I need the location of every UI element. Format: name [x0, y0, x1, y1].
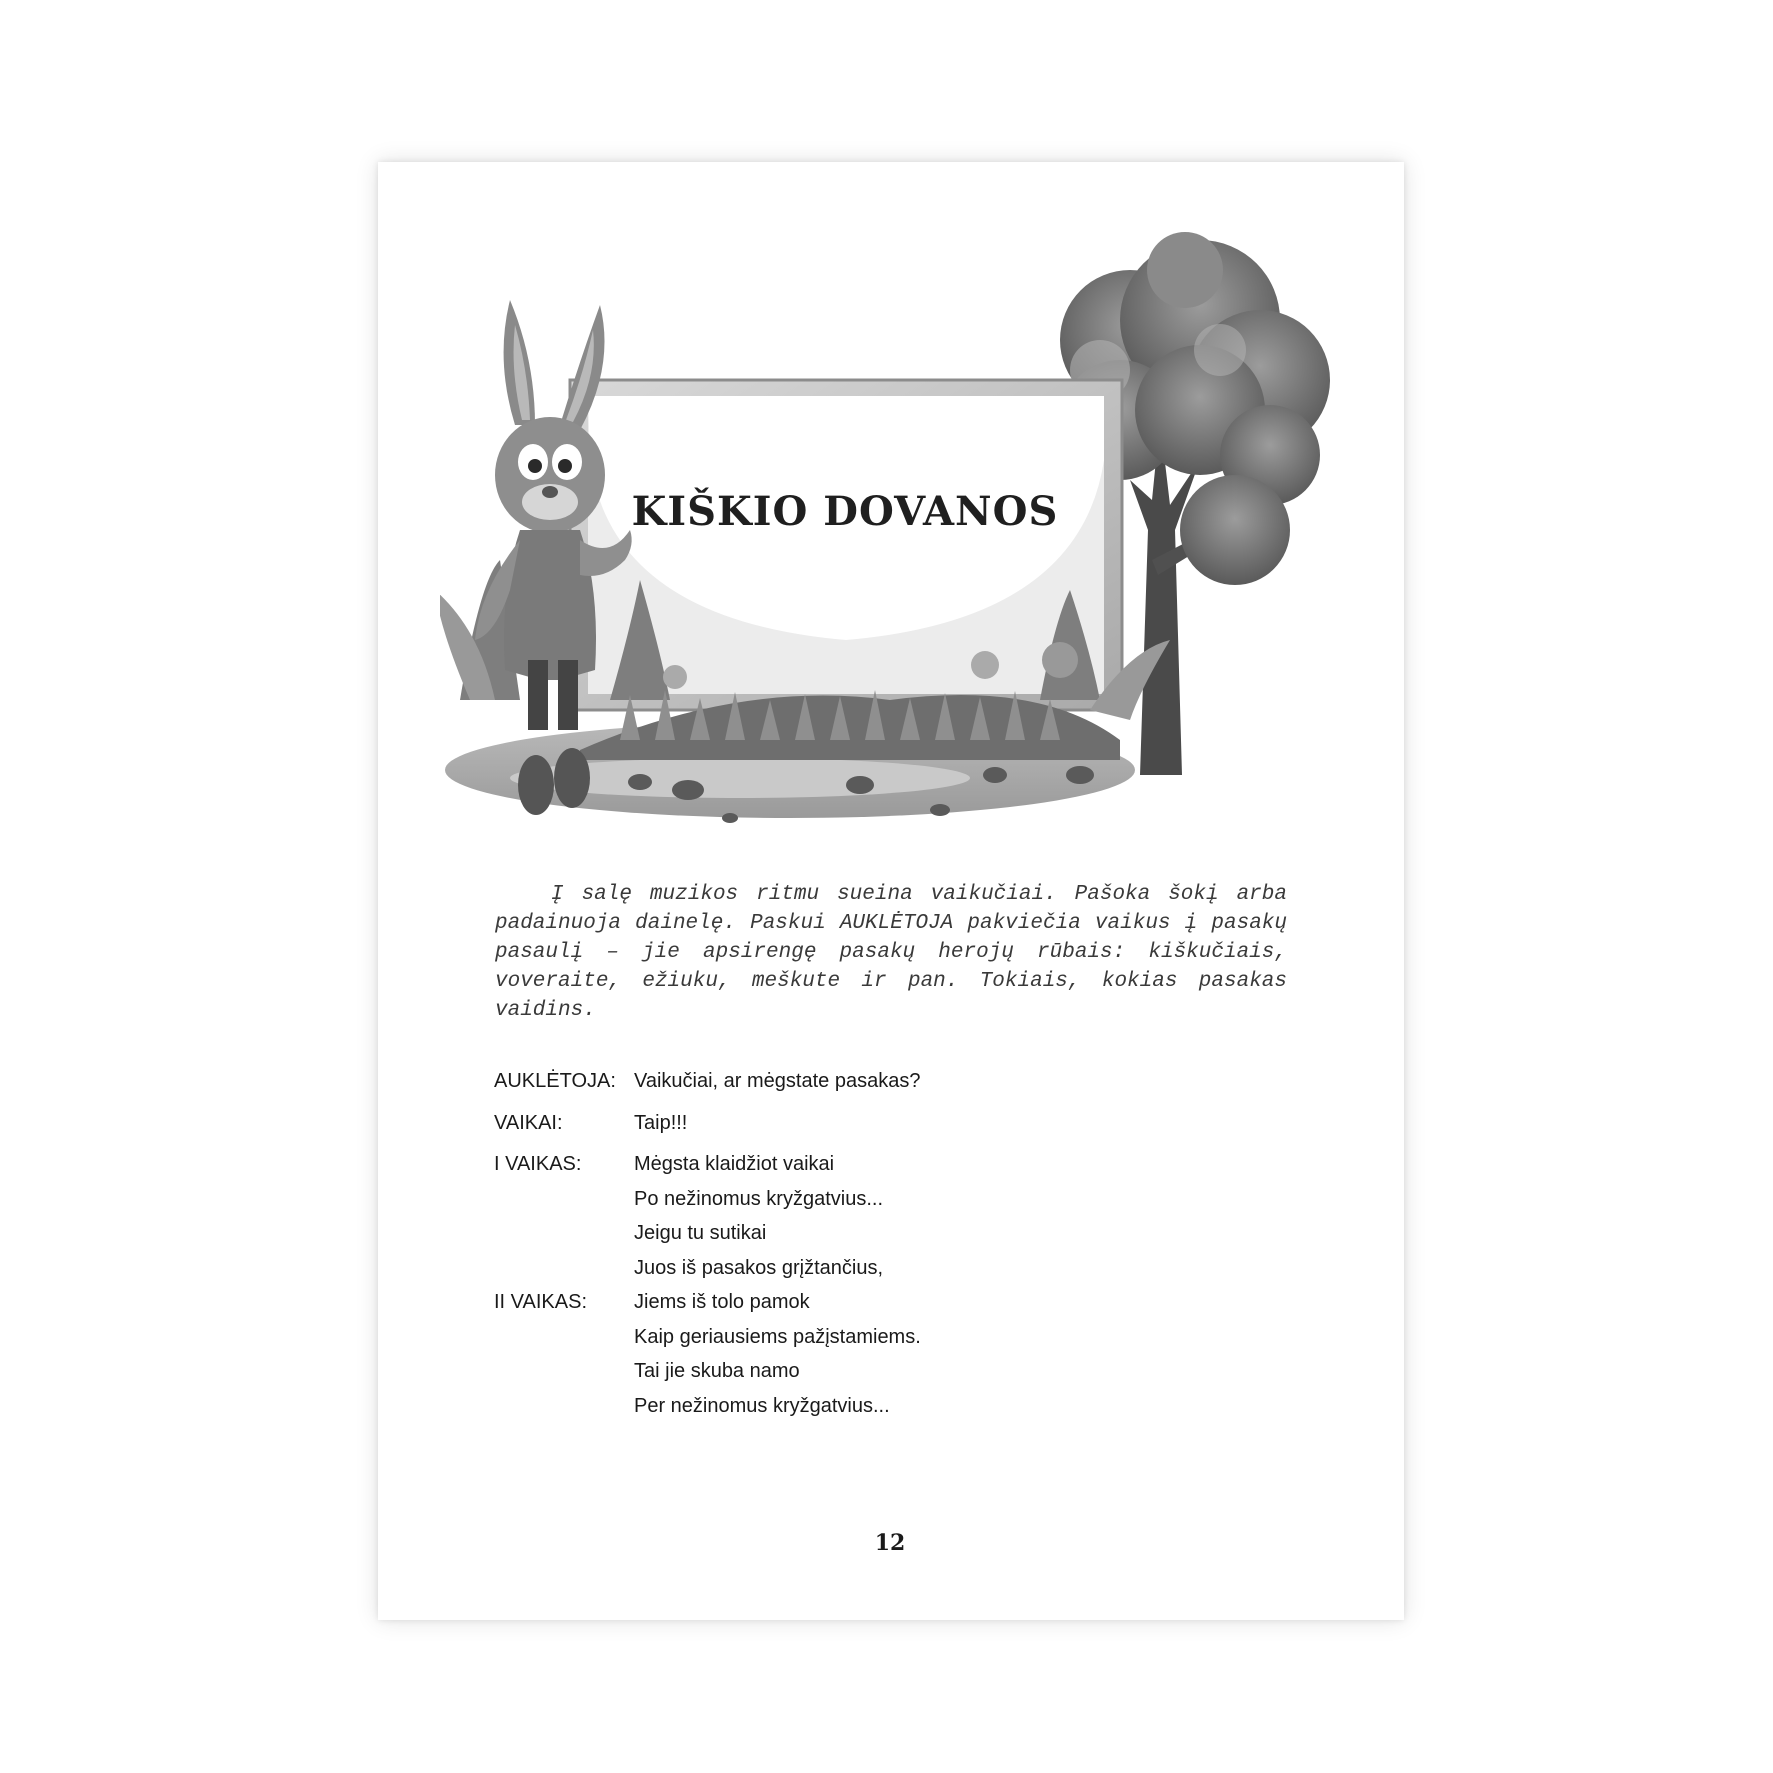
speaker-label: VAIKAI:: [494, 1111, 563, 1134]
dialogue-line: Juos iš pasakos grįžtančius,: [634, 1256, 884, 1279]
dialogue-line: Vaikučiai, ar mėgstate pasakas?: [634, 1070, 921, 1092]
dialogue-line: Mėgsta klaidžiot vaikai: [634, 1153, 835, 1175]
dialogue-line: Per nežinomus kryžgatvius...: [634, 1394, 890, 1417]
dialogue-line: Tai jie skuba namo: [634, 1360, 800, 1382]
dialogue-line: Kaip geriausiems pažįstamiems.: [634, 1325, 921, 1348]
dialogue-turn: [494, 1064, 1294, 1099]
page-title: KIŠKIO DOVANOS: [631, 488, 1059, 535]
intro-paragraph: Į salę muzikos ritmu sueina vaikučiai. Pašoka šokį arba padainuoja dainelę. Paskui AUKLĖTOJA pakviečia vaikus į pasakų pasaulį – jie apsirengę pasakų herojų rūbais: kiškučiais, voveraite, ežiuku, meškute ir pan. Tokiais, kokias pasakas vaidins.: [495, 883, 1287, 1022]
dialogue-line: Taip!!!: [634, 1111, 688, 1134]
page-number: 12: [874, 1530, 906, 1556]
dialogue-line: Po nežinomus kryžgatvius...: [634, 1187, 883, 1210]
speaker-label: AUKLĖTOJA:: [494, 1070, 616, 1092]
dialogue-block: [494, 1064, 1294, 1423]
dialogue-turn: [494, 1147, 1294, 1285]
dialogue-turn: [494, 1106, 1294, 1141]
speaker-label: I VAIKAS:: [494, 1153, 582, 1175]
dialogue-line: Jeigu tu sutikai: [634, 1222, 767, 1244]
dialogue-line: Jiems iš tolo pamok: [634, 1291, 810, 1313]
dialogue-turn: [494, 1285, 1294, 1423]
speaker-label: II VAIKAS:: [494, 1291, 587, 1313]
